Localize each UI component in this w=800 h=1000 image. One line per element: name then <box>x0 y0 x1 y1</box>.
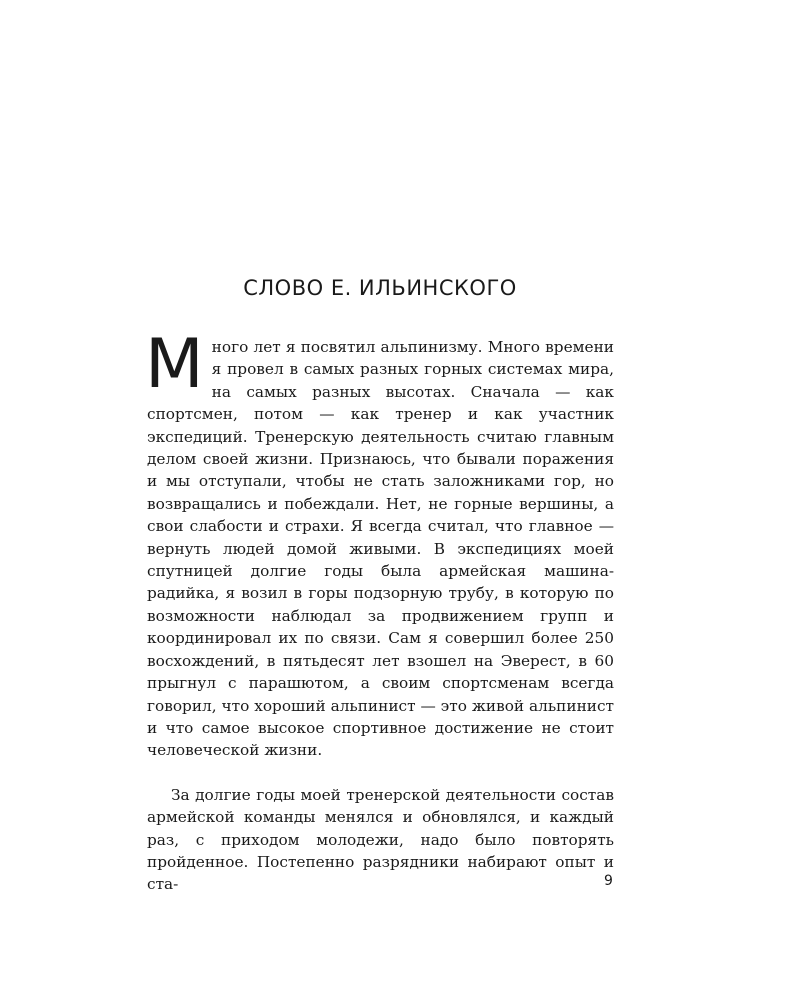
chapter-title: СЛОВО Е. ИЛЬИНСКОГО <box>243 276 517 300</box>
page-number: 9 <box>604 873 613 889</box>
paragraph-1-text: ного лет я посвятил альпинизму. Много времени я провел в самых разных горных системах мира, на самых разных высотах. Сначала — как спортсмен, потом — как тренер и как участник экспедиций. Тренерскую деятельность считаю главным делом своей жизни. Признаюсь, что бывали поражения и мы отступали, чтобы не стать заложниками гор, но возвращались и побеждали. Нет, не горные вершины, а свои слабости и страхи. Я всегда считал, что главное — вернуть людей домой живыми. В экспедициях моей спутницей долгие годы была армейская машина-радийка, я возил в горы подзорную трубу, в которую по возможности наблюдал за продвижением групп и координировал их по связи. Сам я совершил более 250 восхождений, в пятьдесят лет взошел на Эверест, в 60 прыгнул с парашютом, а своим спортсменам всегда говорил, что хороший альпинист — это живой альпинист и что самое высокое спортивное достижение не стоит человеческой жизни. <box>147 338 614 760</box>
body-text <box>145 325 614 896</box>
paragraph-2: За долгие годы моей тренерской деятельности состав армейской команды менялся и обновлялся, и каждый раз, с приходом молодежи, надо было повторять пройденное. Постепенно разрядники набирают опыт и ста- <box>147 785 614 894</box>
paragraph-1 <box>145 325 614 762</box>
drop-cap: М <box>145 325 204 404</box>
